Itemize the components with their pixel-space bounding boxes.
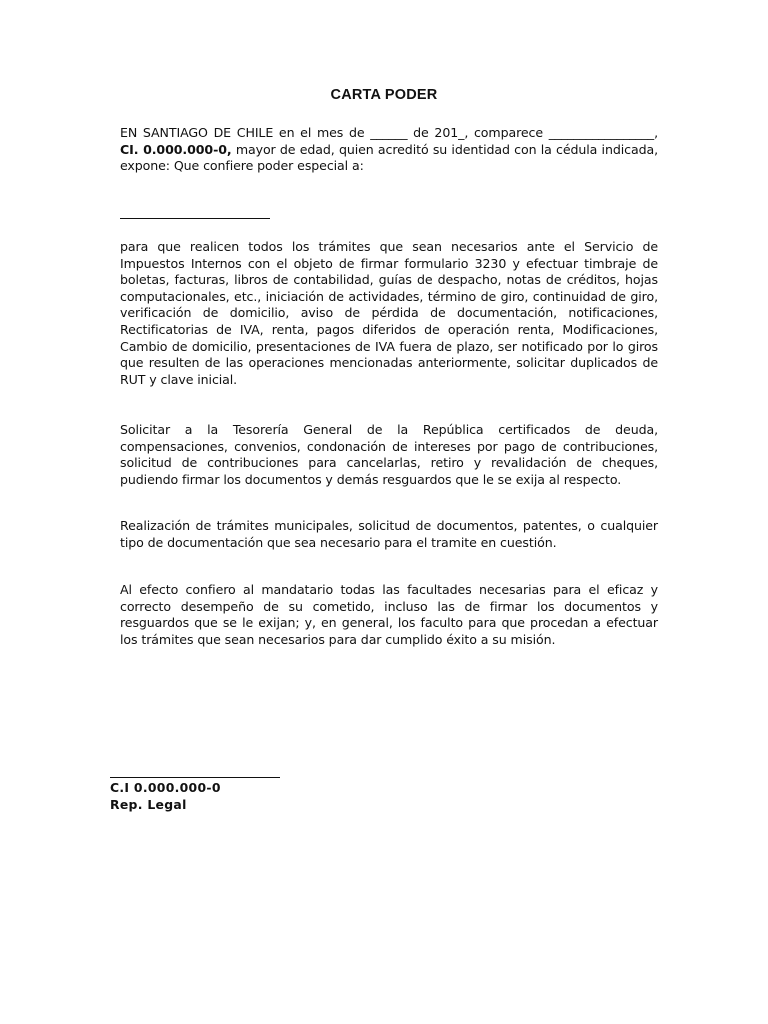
paragraph-tesoreria-powers: Solicitar a la Tesorería General de la República certificados de deuda, compensaciones, convenios, condonación de intereses por pago de contribuciones, solicitud de contribuciones para cancelarlas, retiro y revalidación de cheques, pudiendo firmar los documentos y demás resguardos que le se exija al respecto. bbox=[120, 422, 658, 487]
intro-text-start: EN SANTIAGO DE CHILE en el mes de ______ de 201_, comparece _________________, bbox=[120, 125, 658, 140]
paragraph-sii-powers: para que realicen todos los trámites que sean necesarios ante el Servicio de Impuestos Internos con el objeto de firmar formulario 3230 y efectuar timbraje de boletas, facturas, libros de contabilidad, guías de despacho, notas de créditos, hojas computacionales, etc., iniciación de actividades, término de giro, continuidad de giro, verificación de domicilio, aviso de pérdida de documentación, notificaciones, Rectificatorias de IVA, renta, pagos diferidos de operación renta, Modificaciones, Cambio de domicilio, presentaciones de IVA fuera de plazo, ser notificado por lo giros que resulten de las operaciones mencionadas anteriormente, solicitar duplicados de RUT y clave inicial. bbox=[120, 239, 658, 387]
intro-ci-number: CI. 0.000.000-0, bbox=[120, 141, 232, 157]
paragraph-general-faculties: Al efecto confiero al mandatario todas las facultades necesarias para el eficaz y correcto desempeño de su cometido, incluso las de firmar los documentos y resguardos que se le exijan; y, en general, los faculto para que procedan a efectuar los trámites que sean necesarios para dar cumplido éxito a su misión. bbox=[120, 582, 658, 647]
intro-text-end: mayor de edad, quien acreditó su identidad con la cédula indicada, expone: Que confiere poder especial a: bbox=[120, 141, 658, 174]
paragraph-municipal-powers: Realización de trámites municipales, solicitud de documentos, patentes, o cualquier tipo de documentación que sea necesario para el tramite en cuestión. bbox=[120, 518, 658, 550]
intro-paragraph bbox=[120, 125, 658, 175]
signature-ci: C.I 0.000.000-0 bbox=[110, 780, 221, 795]
attorney-name-blank-line bbox=[120, 218, 270, 219]
signature-role: Rep. Legal bbox=[110, 797, 187, 812]
document-title: CARTA PODER bbox=[330, 87, 438, 103]
signature-line bbox=[110, 777, 280, 778]
